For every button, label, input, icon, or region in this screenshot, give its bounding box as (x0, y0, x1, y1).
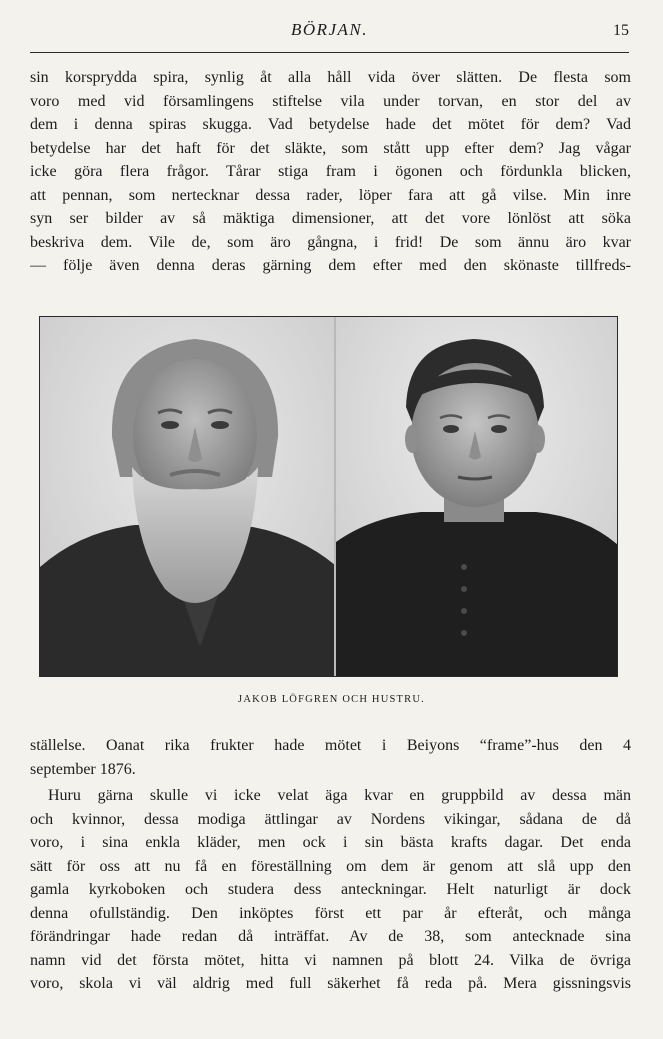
portrait-man (40, 317, 335, 676)
text-line: Huru gärna skulle vi icke velat äga kvar en gruppbild av dessa män (48, 787, 631, 804)
photo-caption: JAKOB LÖFGREN OCH HUSTRU. (238, 694, 425, 705)
portrait-woman (336, 317, 618, 676)
paragraph-bottom (30, 784, 631, 996)
text-line: — följe även denna deras gärning dem efter med den skönaste tillfreds- (30, 257, 631, 274)
text-line: voro med vid församlingens stiftelse vila under torvan, en stor del av (30, 92, 631, 110)
text-line: och kvinnor, dessa modiga ättlingar av Nordens vikingar, sådana de då (30, 810, 631, 828)
text-line: förändringar hade redan då inträffat. Av de 38, som antecknade sina (30, 928, 631, 945)
text-line: dem i denna spiras skugga. Vad betydelse hade det mötet för dem? Vad (30, 116, 631, 133)
text-line: sin korsprydda spira, synlig åt alla håll vida över slätten. De flesta som (30, 69, 631, 86)
text-line: sätt för oss att nu få en föreställning om dem är genom att slå upp den (30, 857, 631, 875)
paragraph-top (30, 66, 631, 278)
text-line: namn vid det första mötet, hitta vi namnen på blott 24. Vilka de övriga (30, 951, 631, 969)
page-number: 15 (613, 22, 629, 39)
text-line: betydelse har det haft för det släkte, som stått upp efter dem? Jag vågar (30, 139, 631, 157)
text-line: september 1876. (30, 760, 136, 778)
running-header (30, 18, 629, 53)
text-line: icke göra flera frågor. Tårar stiga fram i ögonen och fördunkla blicken, (30, 163, 631, 180)
text-line: voro, skola vi väl aldrig med full säkerhet få reda på. Mera gissningsvis (30, 975, 631, 992)
text-line: beskriva dem. Vile de, som äro gångna, i frid! De som ännu äro kvar (30, 233, 631, 251)
text-line: gamla kyrkoboken och studera dess anteckningar. Helt naturligt är dock (30, 881, 631, 898)
text-line: att pennan, som nertecknar dessa rader, löper fara att gå vilse. Min inre (30, 186, 631, 204)
chapter-title: BÖRJAN. (290, 20, 369, 39)
portrait-photograph (39, 316, 618, 677)
text-line: denna ofullständig. Den inköptes först ett par år efteråt, och många (30, 904, 631, 922)
paragraph-middle (30, 734, 631, 781)
text-line: voro, i sina enkla kläder, men ock i sin bästa krafts dagar. Det enda (30, 834, 631, 851)
text-line: syn ser bilder av så mäktiga dimensioner, att det vore lönlöst att söka (30, 210, 631, 227)
text-line: ställelse. Oanat rika frukter hade mötet i Beiyons “frame”-hus den 4 (30, 737, 631, 754)
